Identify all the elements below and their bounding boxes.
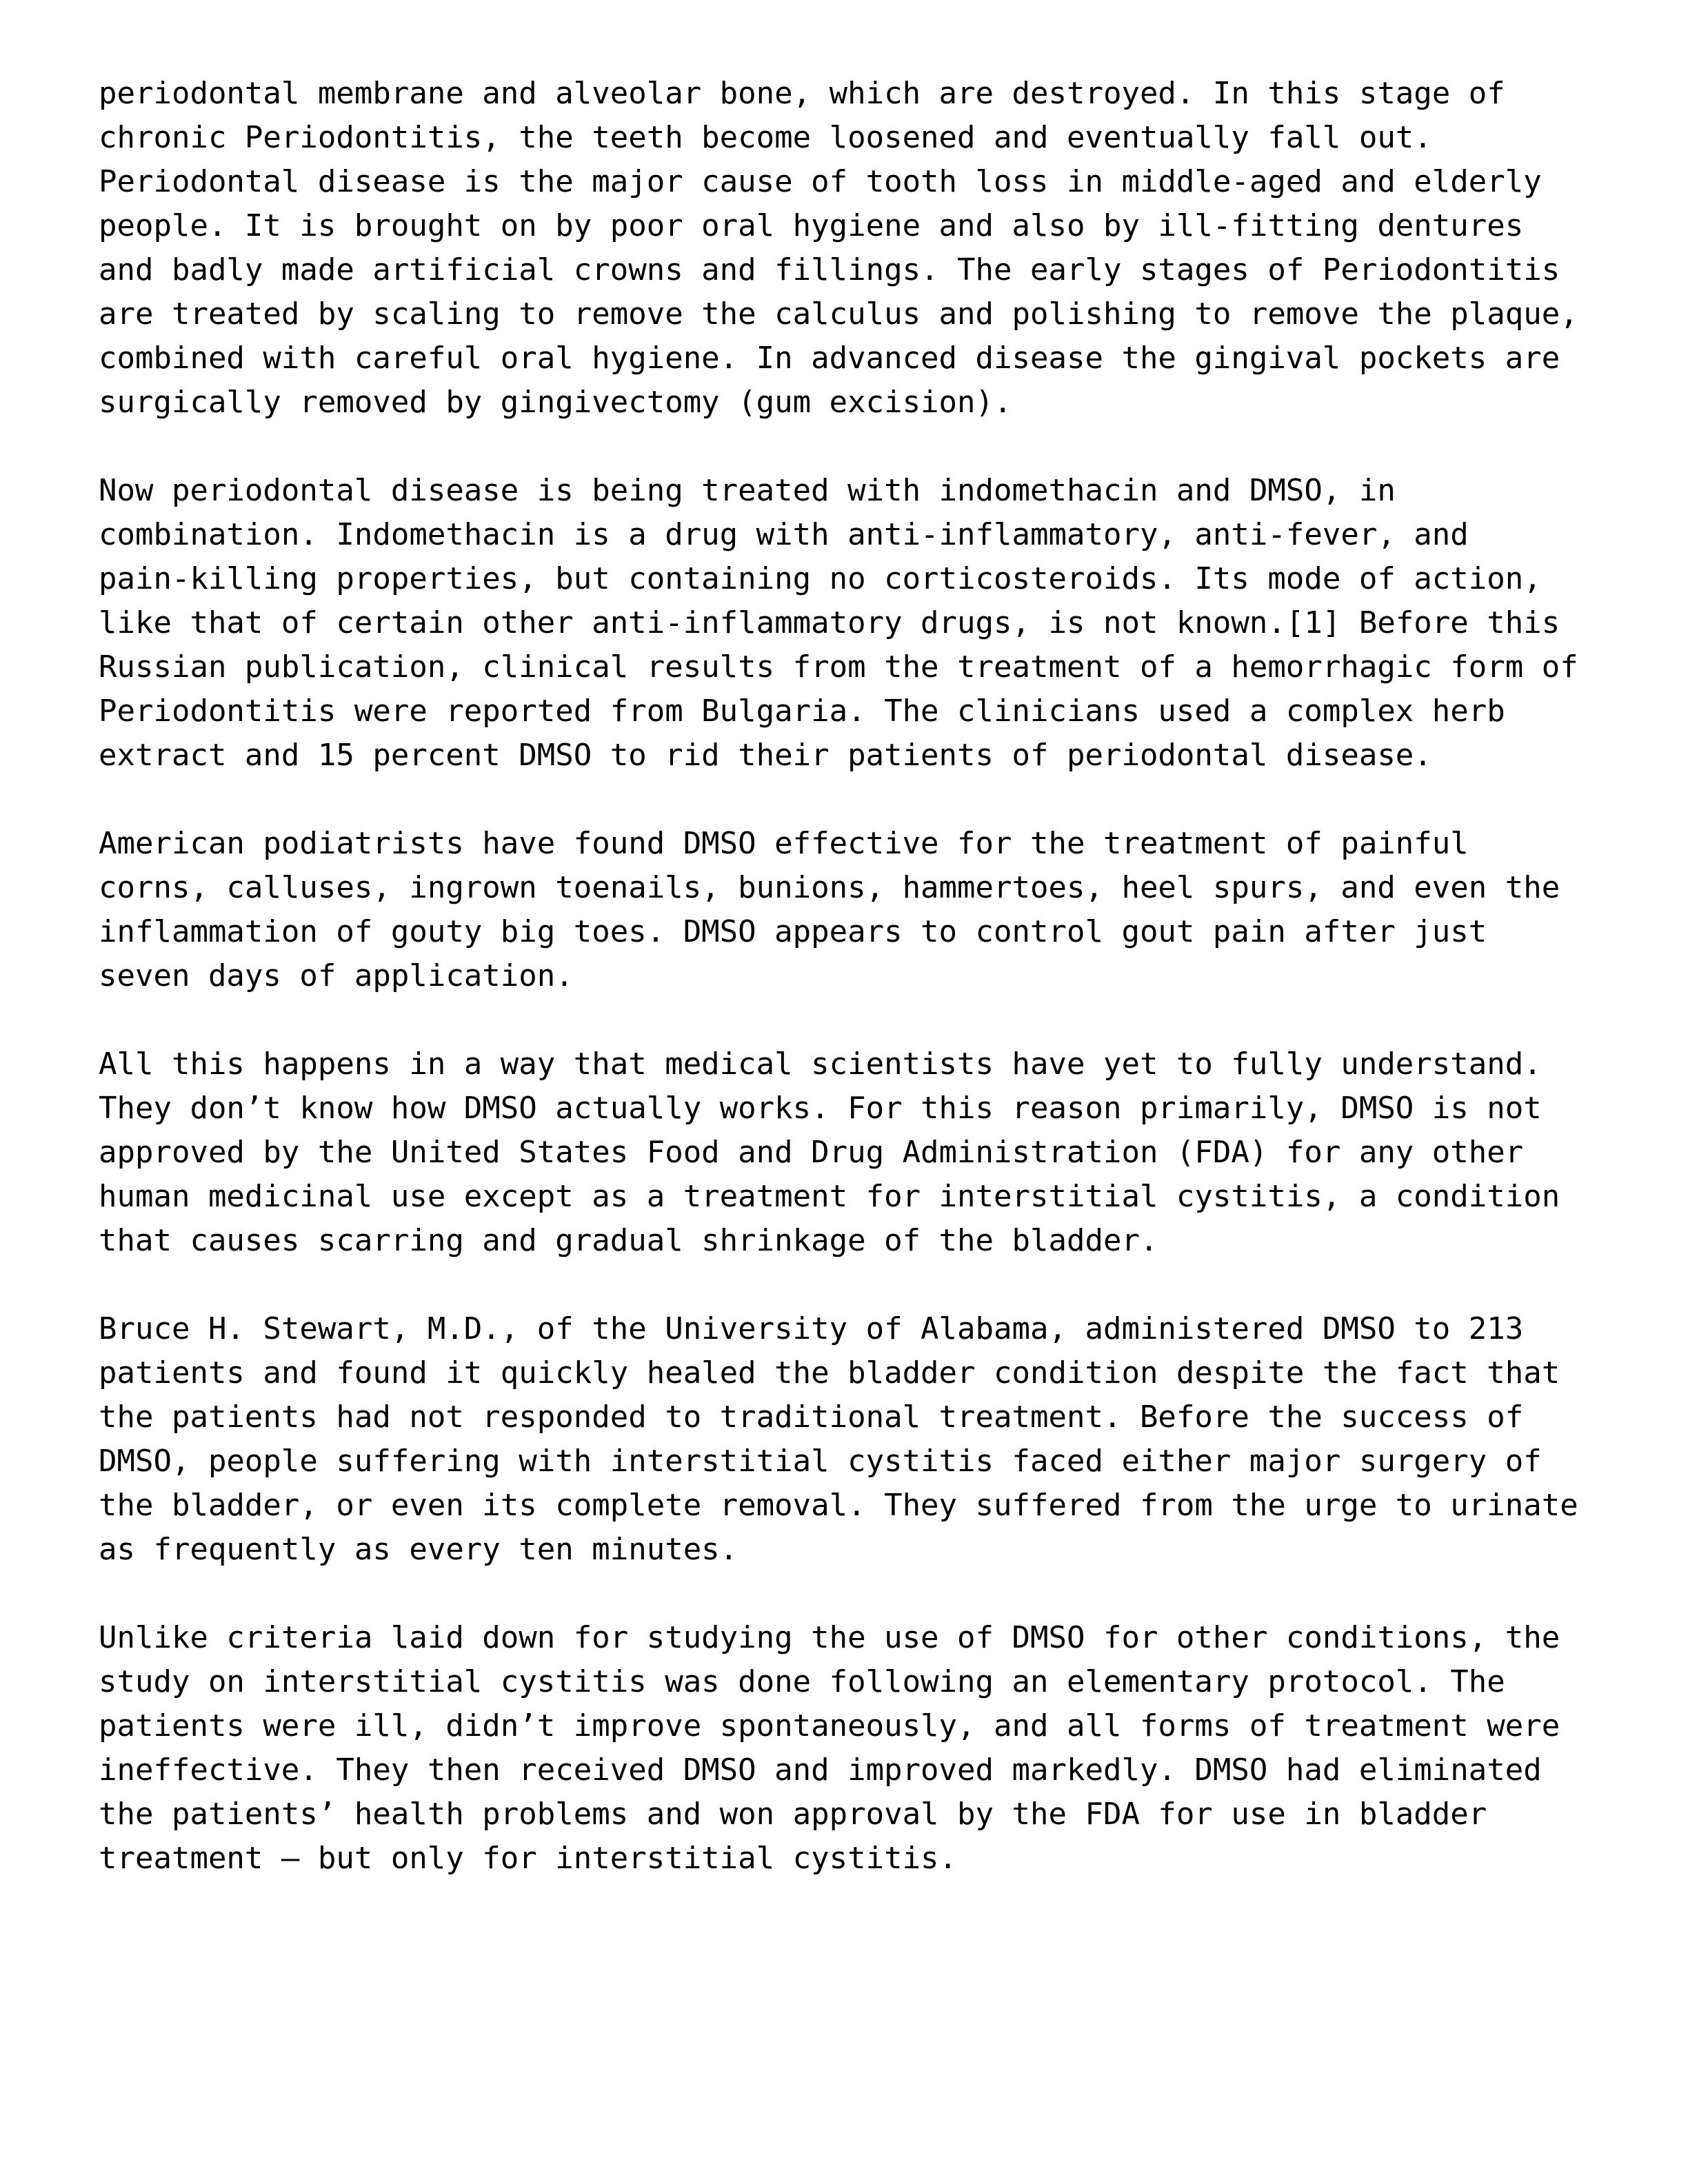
text-line: that causes scarring and gradual shrinkage of the bladder.: [99, 1223, 1158, 1258]
paragraph-stewart-study: [99, 1307, 1643, 1572]
text-line: seven days of application.: [99, 958, 574, 993]
text-line: Periodontitis were reported from Bulgaria. The clinicians used a complex herb: [99, 694, 1505, 729]
text-line: Bruce H. Stewart, M.D., of the University of Alabama, administered DMSO to 213: [99, 1311, 1524, 1346]
text-line: patients were ill, didn’t improve spontaneously, and all forms of treatment were: [99, 1708, 1560, 1743]
text-line: the patients’ health problems and won approval by the FDA for use in bladder: [99, 1797, 1487, 1832]
text-line: human medicinal use except as a treatment for interstitial cystitis, a condition: [99, 1179, 1560, 1214]
text-line: patients and found it quickly healed the bladder condition despite the fact that: [99, 1355, 1560, 1391]
text-line: DMSO, people suffering with interstitial cystitis faced either major surgery of: [99, 1444, 1542, 1479]
paragraph-podiatrists: [99, 822, 1643, 998]
text-line: Unlike criteria laid down for studying the use of DMSO for other conditions, the: [99, 1620, 1560, 1655]
text-line: Russian publication, clinical results from the treatment of a hemorrhagic form of: [99, 649, 1578, 685]
text-line: extract and 15 percent DMSO to rid their patients of periodontal disease.: [99, 738, 1432, 773]
text-line: and badly made artificial crowns and fillings. The early stages of Periodontitis: [99, 252, 1560, 287]
text-line: approved by the United States Food and Drug Administration (FDA) for any other: [99, 1135, 1524, 1170]
text-line: study on interstitial cystitis was done following an elementary protocol. The: [99, 1664, 1505, 1699]
text-line: All this happens in a way that medical scientists have yet to fully understand.: [99, 1046, 1542, 1082]
paragraph-protocol: [99, 1616, 1643, 1881]
paragraph-periodontitis-stages: [99, 72, 1643, 425]
text-line: people. It is brought on by poor oral hygiene and also by ill-fitting dentures: [99, 208, 1524, 243]
text-line: are treated by scaling to remove the calculus and polishing to remove the plaque,: [99, 296, 1578, 332]
text-line: chronic Periodontitis, the teeth become loosened and eventually fall out.: [99, 120, 1432, 155]
text-line: ineffective. They then received DMSO and improved markedly. DMSO had eliminated: [99, 1752, 1542, 1788]
paragraph-fda-approval: [99, 1042, 1643, 1263]
text-line: Now periodontal disease is being treated with indomethacin and DMSO, in: [99, 473, 1396, 508]
text-line: combination. Indomethacin is a drug with anti-inflammatory, anti-fever, and: [99, 517, 1469, 552]
text-line: the patients had not responded to traditional treatment. Before the success of: [99, 1399, 1524, 1435]
text-line: surgically removed by gingivectomy (gum excision).: [99, 385, 1012, 420]
text-line: like that of certain other anti-inflammatory drugs, is not known.[1] Before this: [99, 605, 1560, 640]
text-line: the bladder, or even its complete removal. They suffered from the urge to urinate: [99, 1488, 1578, 1523]
paragraph-indomethacin-dmso: [99, 469, 1643, 778]
text-line: They don’t know how DMSO actually works. For this reason primarily, DMSO is not: [99, 1091, 1542, 1126]
text-line: corns, calluses, ingrown toenails, bunions, hammertoes, heel spurs, and even the: [99, 870, 1560, 905]
text-line: treatment – but only for interstitial cystitis.: [99, 1841, 958, 1876]
text-line: American podiatrists have found DMSO effective for the treatment of painful: [99, 826, 1469, 861]
text-line: pain-killing properties, but containing no corticosteroids. Its mode of action,: [99, 561, 1542, 596]
text-line: inflammation of gouty big toes. DMSO appears to control gout pain after just: [99, 914, 1487, 949]
text-line: as frequently as every ten minutes.: [99, 1532, 738, 1567]
text-line: Periodontal disease is the major cause of tooth loss in middle-aged and elderly: [99, 164, 1542, 199]
text-line: combined with careful oral hygiene. In advanced disease the gingival pockets are: [99, 341, 1560, 376]
text-line: periodontal membrane and alveolar bone, which are destroyed. In this stage of: [99, 76, 1505, 111]
